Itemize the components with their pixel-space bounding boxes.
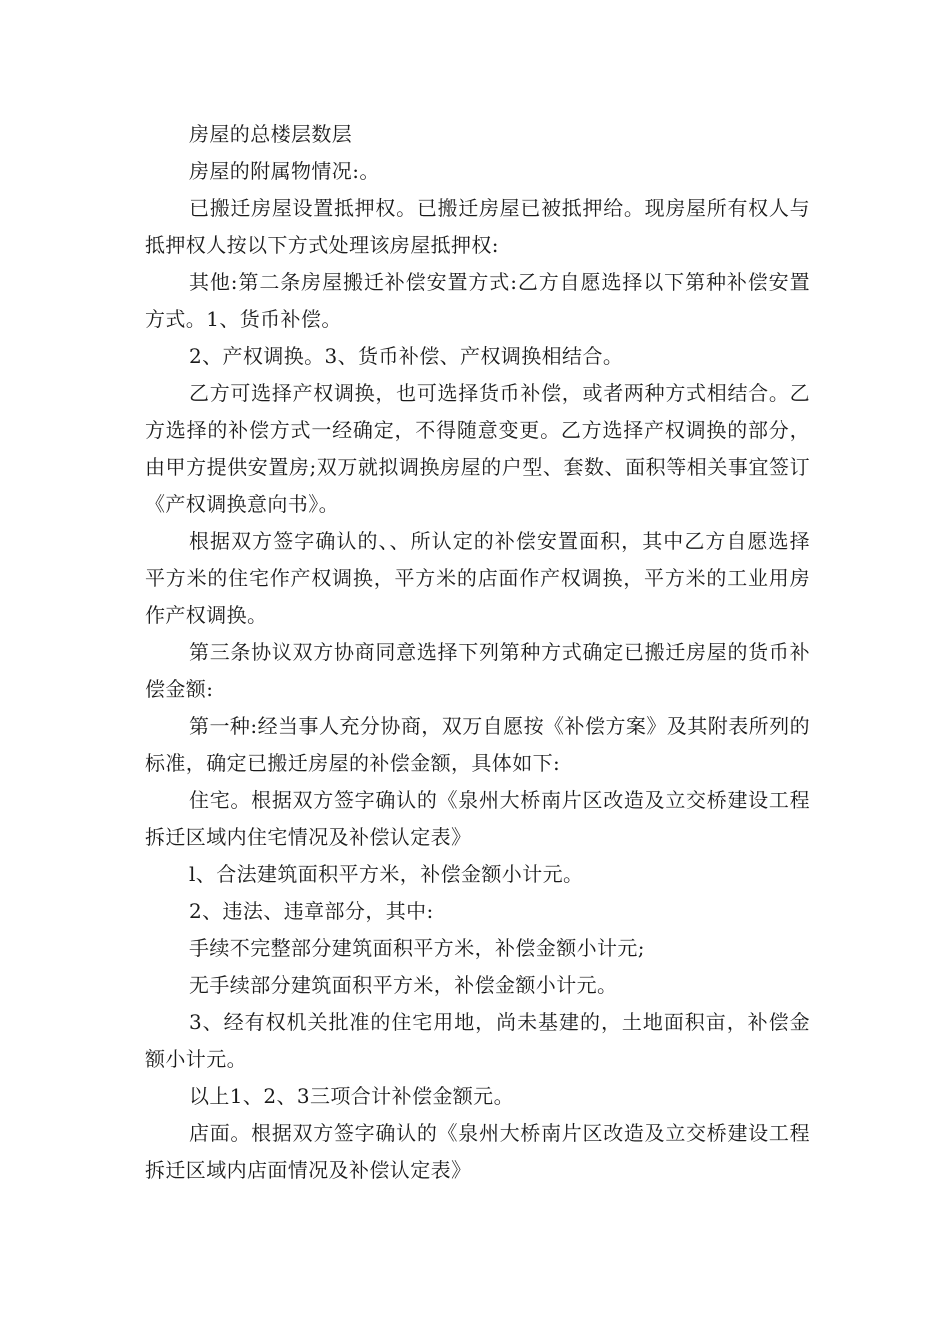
paragraph-no-procedures: 无手续部分建筑面积平方米，补偿金额小计元。	[189, 973, 618, 997]
paragraph-land-use: 3、经有权机关批准的住宅用地，尚未基建的，土地面积亩，补偿金额小计元。	[145, 1010, 810, 1071]
paragraph-property-exchange: 乙方可选择产权调换，也可选择货币补偿，或者两种方式相结合。乙方选择的补偿方式一经确定，不得随意变更。乙方选择产权调换的部分，由甲方提供安置房;双万就拟调换房屋的户型、套数、面积等相关事宜签订《产权调换意向书》。	[145, 381, 810, 516]
paragraph-legal-area: l、合法建筑面积平方米，补偿金额小计元。	[189, 862, 584, 886]
paragraph-article-three: 第三条协议双方协商同意选择下列第种方式确定已搬迁房屋的货币补偿金额:	[145, 640, 810, 701]
paragraph-residence: 住宅。根据双方签字确认的《泉州大桥南片区改造及立交桥建设工程拆迁区域内住宅情况及补偿认定表》	[145, 788, 810, 849]
paragraph-total-compensation: 以上1、2、3三项合计补偿金额元。	[189, 1084, 514, 1108]
paragraph-options: 2、产权调换。3、货币补偿、产权调换相结合。	[189, 344, 624, 368]
paragraph-illegal-parts: 2、违法、违章部分，其中:	[189, 899, 434, 923]
paragraph-article-two: 其他:第二条房屋搬迁补偿安置方式:乙方自愿选择以下第种补偿安置方式。1、货币补偿。	[145, 270, 810, 331]
document-page	[145, 116, 810, 1189]
paragraph-total-floors: 房屋的总楼层数层	[189, 122, 353, 146]
paragraph-attachments: 房屋的附属物情况:。	[189, 159, 380, 183]
paragraph-storefront: 店面。根据双方签字确认的《泉州大桥南片区改造及立交桥建设工程拆迁区域内店面情况及补偿认定表》	[145, 1121, 810, 1182]
paragraph-method-one: 第一种:经当事人充分协商，双万自愿按《补偿方案》及其附表所列的标准，确定已搬迁房屋的补偿金额，具体如下:	[145, 714, 810, 775]
paragraph-incomplete-procedures: 手续不完整部分建筑面积平方米，补偿金额小计元;	[189, 936, 645, 960]
paragraph-mortgage: 已搬迁房屋设置抵押权。已搬迁房屋已被抵押给。现房屋所有权人与抵押权人按以下方式处理该房屋抵押权:	[145, 196, 810, 257]
paragraph-area-confirmation: 根据双方签字确认的、、所认定的补偿安置面积，其中乙方自愿选择平方米的住宅作产权调换，平方米的店面作产权调换，平方米的工业用房作产权调换。	[145, 529, 810, 627]
